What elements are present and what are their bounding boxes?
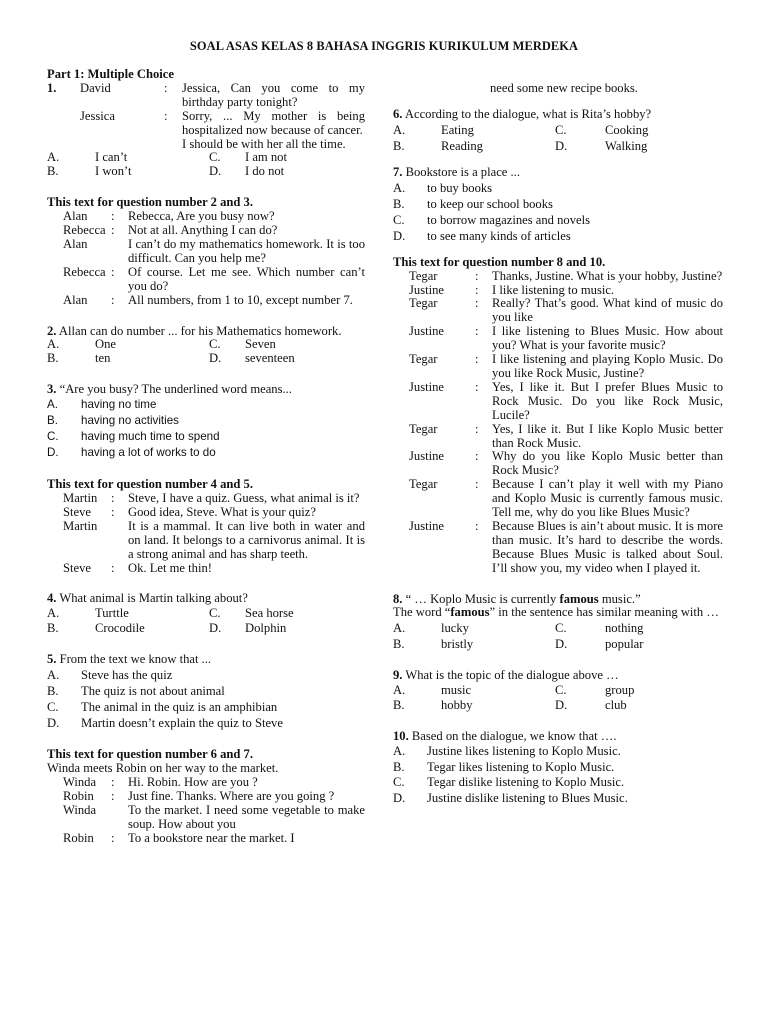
- option-text: I can’t: [95, 150, 128, 165]
- option-letter: D.: [555, 698, 568, 713]
- question-7: [393, 166, 723, 180]
- question-4: [47, 592, 365, 606]
- dialogue-line: Good idea, Steve. What is your quiz?: [128, 504, 316, 519]
- options: [393, 180, 723, 244]
- colon: :: [111, 209, 115, 224]
- speaker-name: Tegar: [409, 296, 438, 311]
- question-3: [47, 383, 365, 397]
- option-text: to borrow magazines and novels: [427, 212, 590, 227]
- option-text: Sea horse: [245, 606, 294, 621]
- question-text: According to the dialogue, what is Rita’s hobby?: [402, 106, 652, 121]
- option-letter: C.: [47, 430, 59, 444]
- option-text: Seven: [245, 337, 276, 352]
- speaker-name: Robin: [63, 830, 94, 845]
- dialogue-line: Just fine. Thanks. Where are you going ?: [128, 789, 335, 803]
- speaker-name: [80, 138, 164, 152]
- option-letter: D.: [209, 621, 222, 636]
- speaker-name: Jessica: [80, 108, 115, 123]
- options: [47, 151, 365, 179]
- speaker-name: Alan: [63, 236, 88, 251]
- option-letter: B.: [393, 196, 405, 211]
- question-8-line2: [393, 606, 723, 620]
- colon: :: [164, 108, 168, 123]
- colon: :: [111, 775, 115, 790]
- speaker-name: Justine: [409, 379, 444, 394]
- section-heading: This text for question number 8 and 10.: [393, 254, 606, 269]
- option-text: having much time to spend: [81, 430, 220, 444]
- emphasized-word: famous: [450, 605, 490, 620]
- dialogue-line: Ok. Let me thin!: [128, 560, 212, 575]
- colon: :: [475, 421, 479, 436]
- option-letter: A.: [393, 180, 406, 195]
- option-text: club: [605, 698, 627, 713]
- dialogue-line: Because Blues is ain’t about music. It is more than music. It’s hard to describe the words. Because Blues Music is talked about Soul. I’ll show you, my video when I played it.: [492, 518, 723, 575]
- option-letter: B.: [47, 351, 59, 366]
- option-letter: D.: [47, 716, 60, 731]
- dialogue-line: I should be with her all the time.: [182, 136, 346, 151]
- speaker-name: Winda: [63, 802, 97, 817]
- dialogue: [80, 82, 365, 152]
- dialogue-line: All numbers, from 1 to 10, except number 7.: [128, 292, 353, 307]
- option-text: music: [441, 683, 472, 698]
- colon: :: [475, 296, 479, 311]
- question-text: Allan can do number ... for his Mathematics homework.: [56, 323, 342, 338]
- option-letter: D.: [209, 351, 222, 366]
- dialogue-line: Of course. Let me see. Which number can’t you do?: [128, 264, 365, 293]
- option-text: I do not: [245, 164, 285, 179]
- colon: [111, 804, 128, 832]
- question-number: 5.: [47, 652, 57, 667]
- dialogue-line: I can’t do my mathematics homework. It is too difficult. Can you help me?: [128, 236, 365, 265]
- option-text: The animal in the quiz is an amphibian: [81, 700, 278, 715]
- option-letter: A.: [47, 150, 60, 165]
- option-text: having no activities: [81, 414, 179, 428]
- speaker-name: Tegar: [409, 352, 438, 367]
- question-2: [47, 325, 365, 339]
- option-text: popular: [605, 637, 644, 652]
- option-letter: B.: [393, 637, 405, 652]
- dialogue-line: Jessica, Can you come to my birthday party tonight?: [182, 80, 365, 109]
- option-letter: C.: [47, 700, 59, 715]
- question-text: Based on the dialogue, we know that ….: [408, 729, 617, 744]
- question-text: Bookstore is a place ...: [402, 164, 520, 179]
- option-text: group: [605, 683, 635, 698]
- option-letter: A.: [393, 122, 406, 137]
- option-letter: B.: [47, 164, 59, 179]
- options: [393, 744, 723, 806]
- question-5: [47, 653, 365, 667]
- dialogue-line: Yes, I like it. But I like Koplo Music better than Rock Music.: [492, 421, 723, 450]
- option-text: having no time: [81, 398, 157, 412]
- dialogue-line: To the market. I need some vegetable to make soup. How about you: [128, 802, 365, 831]
- question-text: The word “: [393, 605, 451, 620]
- option-letter: C.: [555, 621, 567, 636]
- colon: :: [111, 789, 115, 803]
- question-text: From the text we know that ...: [56, 652, 212, 667]
- speaker-name: Rebecca: [63, 264, 106, 279]
- emphasized-word: famous: [559, 591, 599, 606]
- dialogue-line: Because I can’t play it well with my Piano and Koplo Music is currently famous music. Tell me, why do you like Blues Music?: [492, 477, 723, 520]
- section-heading: This text for question number 6 and 7.: [47, 747, 253, 762]
- colon: :: [475, 282, 479, 297]
- colon: :: [475, 352, 479, 367]
- option-text: I won’t: [95, 164, 132, 179]
- question-text: What animal is Martin talking about?: [56, 591, 248, 606]
- dialogue-line: I like listening to Blues Music. How about you? What is your favorite music?: [492, 324, 723, 353]
- question-text: music.”: [598, 591, 641, 606]
- colon: :: [475, 268, 479, 283]
- question-number: 7.: [393, 164, 403, 179]
- question-10: [393, 730, 723, 744]
- speaker-name: Justine: [409, 518, 444, 533]
- speaker-name: Martin: [63, 518, 98, 533]
- dialogue-line: It is a mammal. It can live both in water and on land. It belongs to a carnivorus animal. It is a strong animal and has sharp teeth.: [128, 518, 365, 561]
- dialogue-line: Not at all. Anything I can do?: [128, 223, 278, 238]
- option-letter: C.: [209, 337, 221, 352]
- dialogue-line: Rebecca, Are you busy now?: [128, 209, 275, 224]
- option-text: bristly: [441, 637, 474, 652]
- question-number: 3.: [47, 382, 57, 397]
- section-heading: This text for question number 4 and 5.: [47, 477, 253, 492]
- option-letter: A.: [47, 398, 58, 412]
- option-text: ten: [95, 351, 111, 366]
- speaker-name: David: [80, 80, 111, 95]
- question-6: [393, 108, 723, 122]
- colon: :: [111, 292, 115, 307]
- options: [47, 667, 365, 731]
- colon: :: [111, 223, 115, 238]
- dialogue-continued: need some new recipe books.: [490, 81, 638, 95]
- speaker-name: Tegar: [409, 268, 438, 283]
- speaker-name: Winda: [63, 775, 97, 790]
- question-number: 1.: [47, 80, 57, 95]
- option-letter: B.: [393, 698, 405, 713]
- option-letter: A.: [393, 744, 406, 759]
- question-number: 2.: [47, 323, 57, 338]
- colon: :: [111, 830, 115, 845]
- speaker-name: Tegar: [409, 477, 438, 492]
- option-text: I am not: [245, 150, 287, 165]
- speaker-name: Tegar: [409, 421, 438, 436]
- option-letter: C.: [393, 775, 405, 790]
- part-heading: Part 1: Multiple Choice: [47, 67, 174, 81]
- dialogue: [47, 492, 365, 575]
- question-number: 4.: [47, 591, 57, 606]
- options: [393, 122, 723, 154]
- colon: :: [111, 264, 115, 279]
- option-letter: D.: [209, 164, 222, 179]
- option-text: to see many kinds of articles: [427, 228, 571, 243]
- dialogue-line: Sorry, ... My mother is being hospitalized now because of cancer.: [182, 108, 365, 137]
- option-text: Crocodile: [95, 621, 145, 636]
- question-number: 10.: [393, 729, 409, 744]
- colon: [111, 520, 128, 562]
- option-letter: D.: [555, 637, 568, 652]
- speaker-name: Alan: [63, 209, 88, 224]
- option-letter: A.: [47, 668, 60, 683]
- option-letter: D.: [47, 446, 59, 460]
- option-letter: C.: [209, 150, 221, 165]
- dialogue-line: I like listening to music.: [492, 282, 615, 297]
- dialogue: [393, 270, 723, 576]
- speaker-name: Steve: [63, 560, 91, 575]
- option-text: Martin doesn’t explain the quiz to Steve: [81, 716, 283, 731]
- dialogue-line: Thanks, Justine. What is your hobby, Justine?: [492, 268, 723, 283]
- dialogue-line: I like listening and playing Koplo Music. Do you like Rock Music, Justine?: [492, 352, 723, 380]
- speaker-name: Robin: [63, 789, 94, 803]
- colon: :: [111, 504, 115, 519]
- colon: :: [475, 518, 479, 533]
- option-letter: A.: [47, 337, 60, 352]
- dialogue-line: Hi. Robin. How are you ?: [128, 775, 258, 790]
- option-letter: B.: [393, 138, 405, 153]
- speaker-name: Martin: [63, 491, 98, 506]
- dialogue-line: To a bookstore near the market. I: [128, 830, 295, 845]
- options: [47, 606, 365, 636]
- speaker-name: Rebecca: [63, 223, 106, 238]
- option-text: The quiz is not about animal: [81, 684, 225, 699]
- question-number: 6.: [393, 106, 403, 121]
- section-heading: This text for question number 2 and 3.: [47, 195, 253, 210]
- option-letter: A.: [47, 606, 60, 621]
- question-text: “Are you busy? The underlined word means...: [56, 382, 292, 397]
- question-number: 8.: [393, 591, 403, 606]
- option-text: Cooking: [605, 122, 649, 137]
- colon: :: [475, 477, 479, 492]
- option-text: Dolphin: [245, 621, 287, 636]
- options: [393, 620, 723, 652]
- options: [393, 683, 723, 713]
- option-letter: A.: [393, 621, 406, 636]
- option-text: Turttle: [95, 606, 129, 621]
- option-letter: B.: [393, 759, 405, 774]
- right-column: [393, 82, 723, 806]
- option-text: Reading: [441, 138, 483, 153]
- left-column: [47, 68, 365, 846]
- speaker-name: Alan: [63, 292, 88, 307]
- colon: :: [111, 560, 115, 575]
- option-text: lucky: [441, 621, 469, 636]
- option-letter: D.: [393, 228, 406, 243]
- option-letter: A.: [393, 683, 406, 698]
- option-letter: B.: [47, 684, 59, 699]
- colon: :: [475, 379, 479, 394]
- option-text: to keep our school books: [427, 196, 553, 211]
- question-text: “ … Koplo Music is currently: [402, 591, 560, 606]
- speaker-name: Steve: [63, 504, 91, 519]
- question-number: 9.: [393, 668, 403, 683]
- option-letter: C.: [555, 122, 567, 137]
- question-text: What is the topic of the dialogue above …: [402, 668, 619, 683]
- option-text: Steve has the quiz: [81, 668, 173, 683]
- option-text: Tegar dislike listening to Koplo Music.: [427, 775, 625, 790]
- speaker-name: Justine: [409, 324, 444, 339]
- colon: :: [475, 324, 479, 339]
- option-letter: D.: [393, 790, 406, 805]
- page-title: SOAL ASAS KELAS 8 BAHASA INGGRIS KURIKULUM MERDEKA: [189, 39, 579, 53]
- colon: :: [111, 491, 115, 506]
- option-text: to buy books: [427, 180, 493, 195]
- option-text: Justine dislike listening to Blues Music.: [427, 790, 628, 805]
- option-text: Justine likes listening to Koplo Music.: [427, 744, 621, 759]
- option-text: nothing: [605, 621, 644, 636]
- option-text: seventeen: [245, 351, 295, 366]
- option-letter: C.: [393, 212, 405, 227]
- option-text: Eating: [441, 122, 474, 137]
- option-text: Tegar likes listening to Koplo Music.: [427, 759, 615, 774]
- colon: [164, 138, 182, 152]
- option-text: hobby: [441, 698, 473, 713]
- option-text: Walking: [605, 138, 648, 153]
- question-9: [393, 669, 723, 683]
- option-letter: C.: [555, 683, 567, 698]
- colon: :: [164, 80, 168, 95]
- question-1: [47, 82, 365, 152]
- option-letter: C.: [209, 606, 221, 621]
- option-letter: B.: [47, 621, 59, 636]
- dialogue-intro: Winda meets Robin on her way to the market.: [47, 761, 279, 776]
- question-8: [393, 593, 723, 607]
- speaker-name: Justine: [409, 449, 444, 464]
- dialogue-line: Really? That’s good. What kind of music do you like: [492, 296, 723, 325]
- colon: :: [475, 449, 479, 464]
- dialogue-line: Why do you like Koplo Music better than Rock Music?: [492, 449, 723, 478]
- option-letter: B.: [47, 414, 58, 428]
- option-letter: D.: [555, 138, 568, 153]
- options: [47, 338, 365, 366]
- option-text: One: [95, 337, 116, 352]
- dialogue-line: Steve, I have a quiz. Guess, what animal is it?: [128, 491, 360, 506]
- speaker-name: Justine: [409, 282, 444, 297]
- dialogue: [47, 210, 365, 307]
- dialogue: [47, 776, 365, 846]
- option-text: having a lot of works to do: [81, 446, 216, 460]
- colon: [111, 238, 128, 266]
- options: [47, 397, 365, 461]
- dialogue-line: Yes, I like it. But I prefer Blues Music to Rock Music. Do you like Rock Music, Lucile?: [492, 379, 723, 422]
- question-text: ” in the sentence has similar meaning with …: [489, 605, 719, 620]
